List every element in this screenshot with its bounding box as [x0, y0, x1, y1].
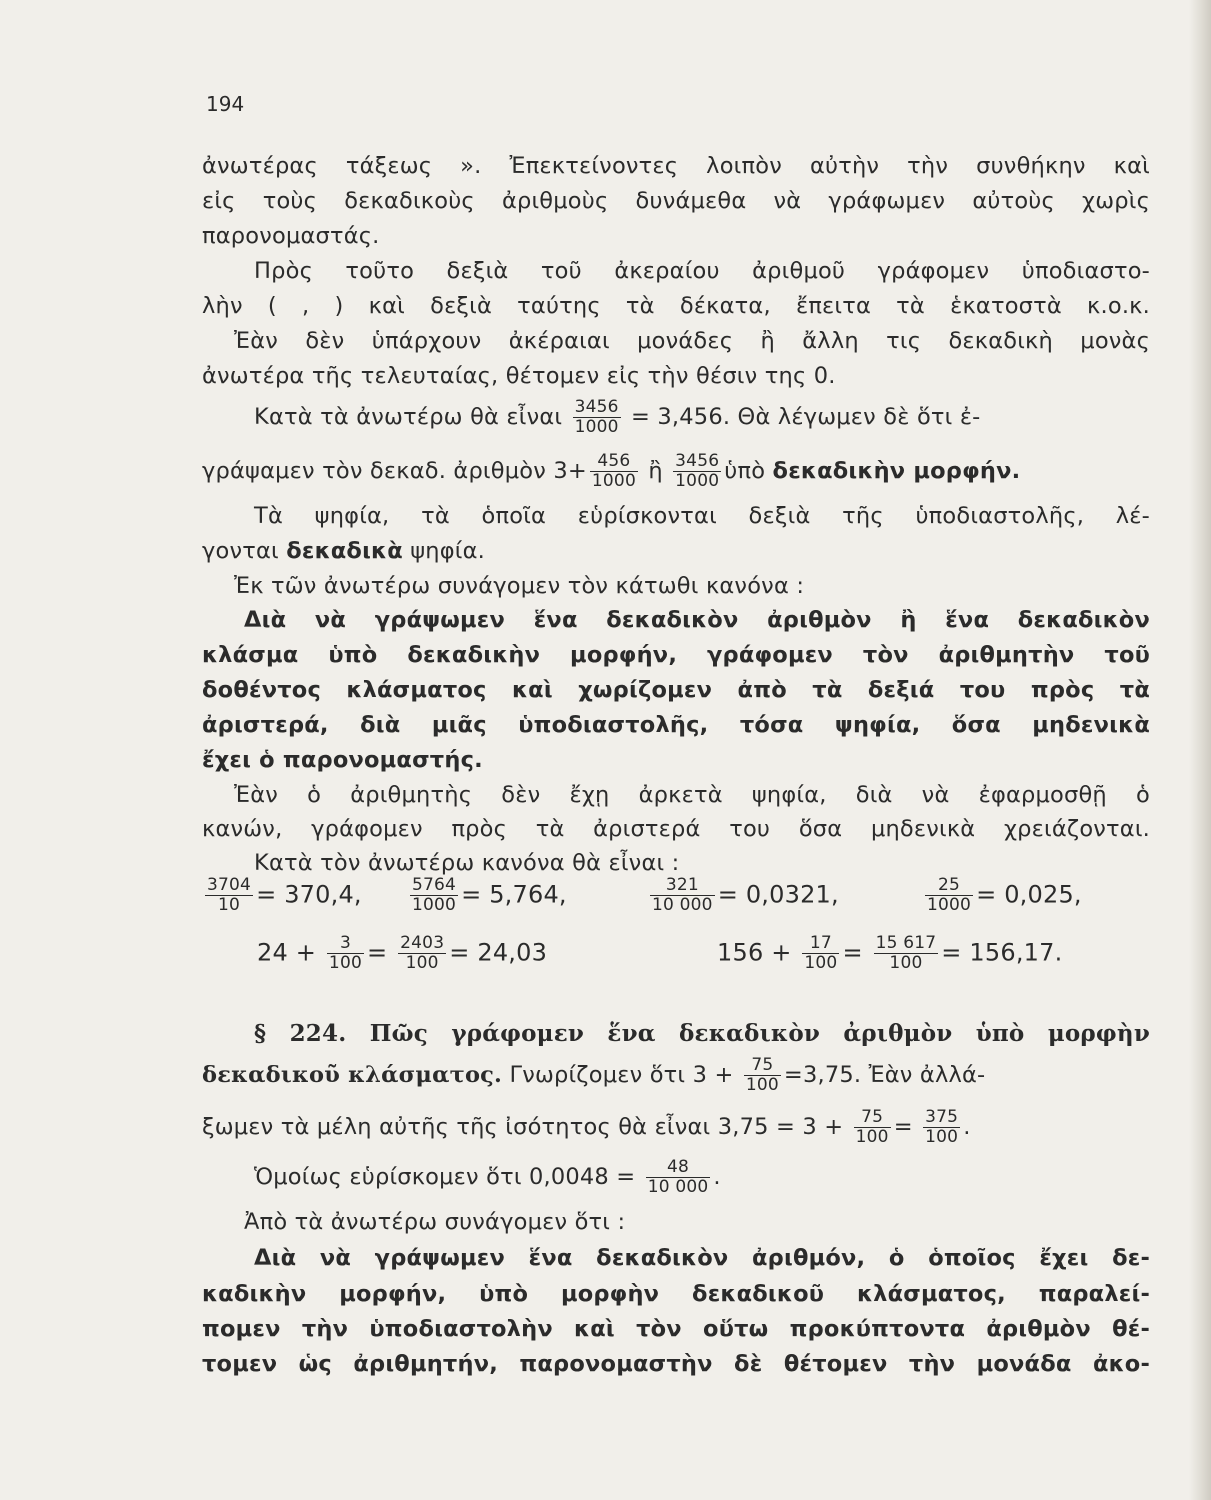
text-line: ἀνωτέρας τάξεως ». Ἐπεκτείνοντες λοιπὸν αὐτὴν τὴν συνθήκην καὶ	[202, 153, 1150, 179]
fraction-denominator: 100	[925, 1127, 959, 1147]
text-line: Ἐὰν ὁ ἀριθμητὴς δὲν ἔχῃ ἀρκετὰ ψηφία, διὰ νὰ ἐφαρμοσθῇ ὁ	[234, 782, 1150, 808]
text-fragment: .	[963, 1114, 971, 1140]
text-fragment: Κατὰ τὰ ἀνωτέρω θὰ εἶναι	[254, 404, 563, 430]
fraction-denominator: 10 000	[652, 895, 713, 915]
bold-term: δεκαδικὰ	[286, 538, 403, 564]
example-result: = 370,4,	[256, 880, 362, 909]
section-heading-cont: δεκαδικοῦ κλάσματος.	[202, 1062, 503, 1088]
rule-line: καδικὴν μορφήν, ὑπὸ μορφὴν δεκαδικοῦ κλάσματος, παραλεί-	[202, 1281, 1150, 1307]
fraction-denominator: 10	[218, 895, 241, 915]
example-lead: 156 +	[717, 938, 792, 967]
text-fragment: =	[893, 1114, 913, 1140]
rule-line: Διὰ νὰ γράψωμεν ἕνα δεκαδικὸν ἀριθμόν, ὁ ὁποῖος ἔχει δε-	[254, 1245, 1150, 1271]
fraction-75-100-b	[854, 1108, 891, 1147]
fraction-321-10000	[650, 876, 715, 915]
fraction-numerator: 5764	[412, 875, 457, 895]
fraction-denominator: 100	[405, 953, 439, 973]
example-3	[647, 876, 839, 915]
bold-term: δεκαδικὴν μορφήν.	[772, 458, 1021, 484]
example-equals: =	[842, 938, 863, 967]
rule-line: τομεν ὡς ἀριθμητήν, παρονομαστὴν δὲ θέτομεν τὴν μονάδα ἀκο-	[202, 1351, 1150, 1377]
text-line: ἀνωτέρα τῆς τελευταίας, θέτομεν εἰς τὴν θέσιν της 0.	[202, 363, 836, 389]
fraction-denominator: 1000	[675, 471, 720, 491]
fraction-numerator: 48	[646, 1158, 711, 1178]
text-line-with-fraction	[254, 1158, 1150, 1197]
fraction-denominator: 10 000	[647, 1177, 709, 1197]
rule-line: κλάσμα ὑπὸ δεκαδικὴν μορφήν, γράφομεν τὸν ἀριθμητὴν τοῦ	[202, 642, 1150, 668]
fraction-denominator: 1000	[927, 895, 972, 915]
fraction-denominator: 1000	[574, 417, 619, 437]
fraction-3456-1000-b	[673, 452, 721, 491]
fraction-2403-100	[398, 934, 446, 973]
text-line: Πρὸς τοῦτο δεξιὰ τοῦ ἀκεραίου ἀριθμοῦ γράφομεν ὑποδιαστο-	[254, 258, 1150, 284]
fraction-numerator: 321	[650, 876, 715, 896]
rule-line: Διὰ νὰ γράψωμεν ἕνα δεκαδικὸν ἀριθμὸν ἢ ἕνα δεκαδικὸν	[244, 607, 1150, 633]
text-fragment: γονται	[202, 538, 279, 564]
text-fragment: ὑπὸ	[724, 458, 766, 484]
fraction-numerator: 75	[744, 1056, 781, 1076]
fraction-denominator: 100	[889, 953, 923, 973]
text-line: Κατὰ τὸν ἀνωτέρω κανόνα θὰ εἶναι :	[254, 850, 680, 876]
fraction-375-100	[923, 1108, 960, 1147]
fraction-15617-100	[874, 934, 939, 973]
fraction-denominator: 100	[855, 1127, 889, 1147]
text-line: εἰς τοὺς δεκαδικοὺς ἀριθμοὺς δυνάμεθα νὰ γράφωμεν αὐτοὺς χωρὶς	[202, 188, 1150, 214]
fraction-17-100	[802, 934, 839, 973]
fraction-48-10000	[646, 1158, 711, 1197]
text-line-with-fraction	[202, 1108, 1150, 1147]
text-fragment: = 3,456. Θὰ λέγωμεν δὲ ὅτι ἐ-	[631, 404, 981, 430]
text-fragment: Γνωρίζομεν ὅτι 3 +	[509, 1062, 734, 1088]
fraction-numerator: 3	[327, 934, 364, 954]
text-fragment: γράψαμεν τὸν δεκαδ. ἀριθμὸν 3+	[202, 458, 587, 484]
fraction-denominator: 100	[328, 953, 362, 973]
text-fragment: ψηφία.	[410, 538, 486, 564]
fraction-numerator: 3456	[574, 397, 619, 417]
text-line-with-fraction	[202, 452, 1150, 491]
text-line: Ἀπὸ τὰ ἀνωτέρω συνάγομεν ὅτι :	[244, 1209, 626, 1235]
text-line: Τὰ ψηφία, τὰ ὁποῖα εὑρίσκονται δεξιὰ τῆς ὑποδιαστολῆς, λέ-	[254, 503, 1150, 529]
text-fragment: Ὁμοίως εὑρίσκομεν ὅτι 0,0048 =	[254, 1164, 636, 1190]
fraction-numerator: 25	[925, 876, 973, 896]
text-fragment: ξωμεν τὰ μέλη αὐτῆς τῆς ἰσότητος θὰ εἶναι 3,75 = 3 +	[202, 1114, 844, 1140]
text-line	[202, 535, 1150, 569]
example-result: = 156,17.	[941, 938, 1063, 967]
example-result: = 5,764,	[461, 880, 567, 909]
fraction-5764-1000	[410, 876, 458, 915]
rule-line: ἔχει ὁ παρονομαστής.	[202, 747, 483, 773]
rule-line: ἀριστερά, διὰ μιᾶς ὑποδιαστολῆς, τόσα ψηφία, ὅσα μηδενικὰ	[202, 712, 1150, 738]
example-6	[717, 934, 1062, 973]
example-1	[202, 876, 362, 915]
section-heading: § 224. Πῶς γράφομεν ἕνα δεκαδικὸν ἀριθμὸν ὑπὸ μορφὴν	[254, 1020, 1150, 1047]
text-line-with-fraction	[254, 398, 1150, 437]
page-edge-shadow	[1189, 0, 1211, 1500]
rule-line: δοθέντος κλάσματος καὶ χωρίζομεν ἀπὸ τὰ δεξιά του πρὸς τὰ	[202, 677, 1150, 703]
fraction-denominator: 1000	[591, 471, 636, 491]
text-line: παρονομαστάς.	[202, 223, 380, 249]
text-line: Ἐὰν δὲν ὑπάρχουν ἀκέραιαι μονάδες ἢ ἄλλη τις δεκαδικὴ μονὰς	[234, 328, 1150, 354]
fraction-3456-1000	[573, 398, 621, 437]
fraction-75-100	[744, 1056, 781, 1095]
text-fragment: =3,75. Ἐὰν ἀλλά-	[783, 1062, 986, 1088]
fraction-numerator: 456	[590, 452, 638, 472]
text-fragment: .	[713, 1164, 721, 1190]
example-result: = 24,03	[449, 938, 548, 967]
fraction-numerator: 3456	[675, 451, 720, 471]
text-line: Ἐκ τῶν ἀνωτέρω συνάγομεν τὸν κάτωθι κανόνα :	[234, 573, 805, 599]
text-fragment: ἢ	[648, 458, 663, 484]
example-lead: 24 +	[257, 938, 317, 967]
example-result: = 0,025,	[976, 880, 1082, 909]
fraction-3704-10	[205, 876, 253, 915]
fraction-denominator: 100	[804, 953, 838, 973]
page-number: 194	[206, 92, 245, 116]
fraction-denominator: 1000	[412, 895, 457, 915]
fraction-numerator: 17	[802, 934, 839, 954]
example-4	[922, 876, 1082, 915]
rule-line: πομεν τὴν ὑποδιαστολὴν καὶ τὸν οὕτω προκύπτοντα ἀριθμὸν θέ-	[202, 1316, 1150, 1342]
fraction-numerator: 375	[925, 1107, 959, 1127]
text-line: λὴν ( , ) καὶ δεξιὰ ταύτης τὰ δέκατα, ἔπειτα τὰ ἑκατοστὰ κ.ο.κ.	[202, 293, 1150, 319]
example-5	[257, 934, 547, 973]
fraction-25-1000	[925, 876, 973, 915]
fraction-numerator: 3704	[207, 875, 252, 895]
fraction-3-100	[327, 934, 364, 973]
example-result: = 0,0321,	[717, 880, 839, 909]
fraction-denominator: 100	[745, 1075, 779, 1095]
fraction-numerator: 75	[854, 1108, 891, 1128]
text-line-with-fraction	[202, 1056, 1150, 1095]
example-equals: =	[366, 938, 388, 967]
fraction-456-1000	[590, 452, 638, 491]
example-2	[407, 876, 567, 915]
fraction-numerator: 15 617	[875, 933, 937, 953]
text-line: κανών, γράφομεν πρὸς τὰ ἀριστερά του ὅσα μηδενικὰ χρειάζονται.	[202, 816, 1150, 842]
fraction-numerator: 2403	[400, 933, 445, 953]
